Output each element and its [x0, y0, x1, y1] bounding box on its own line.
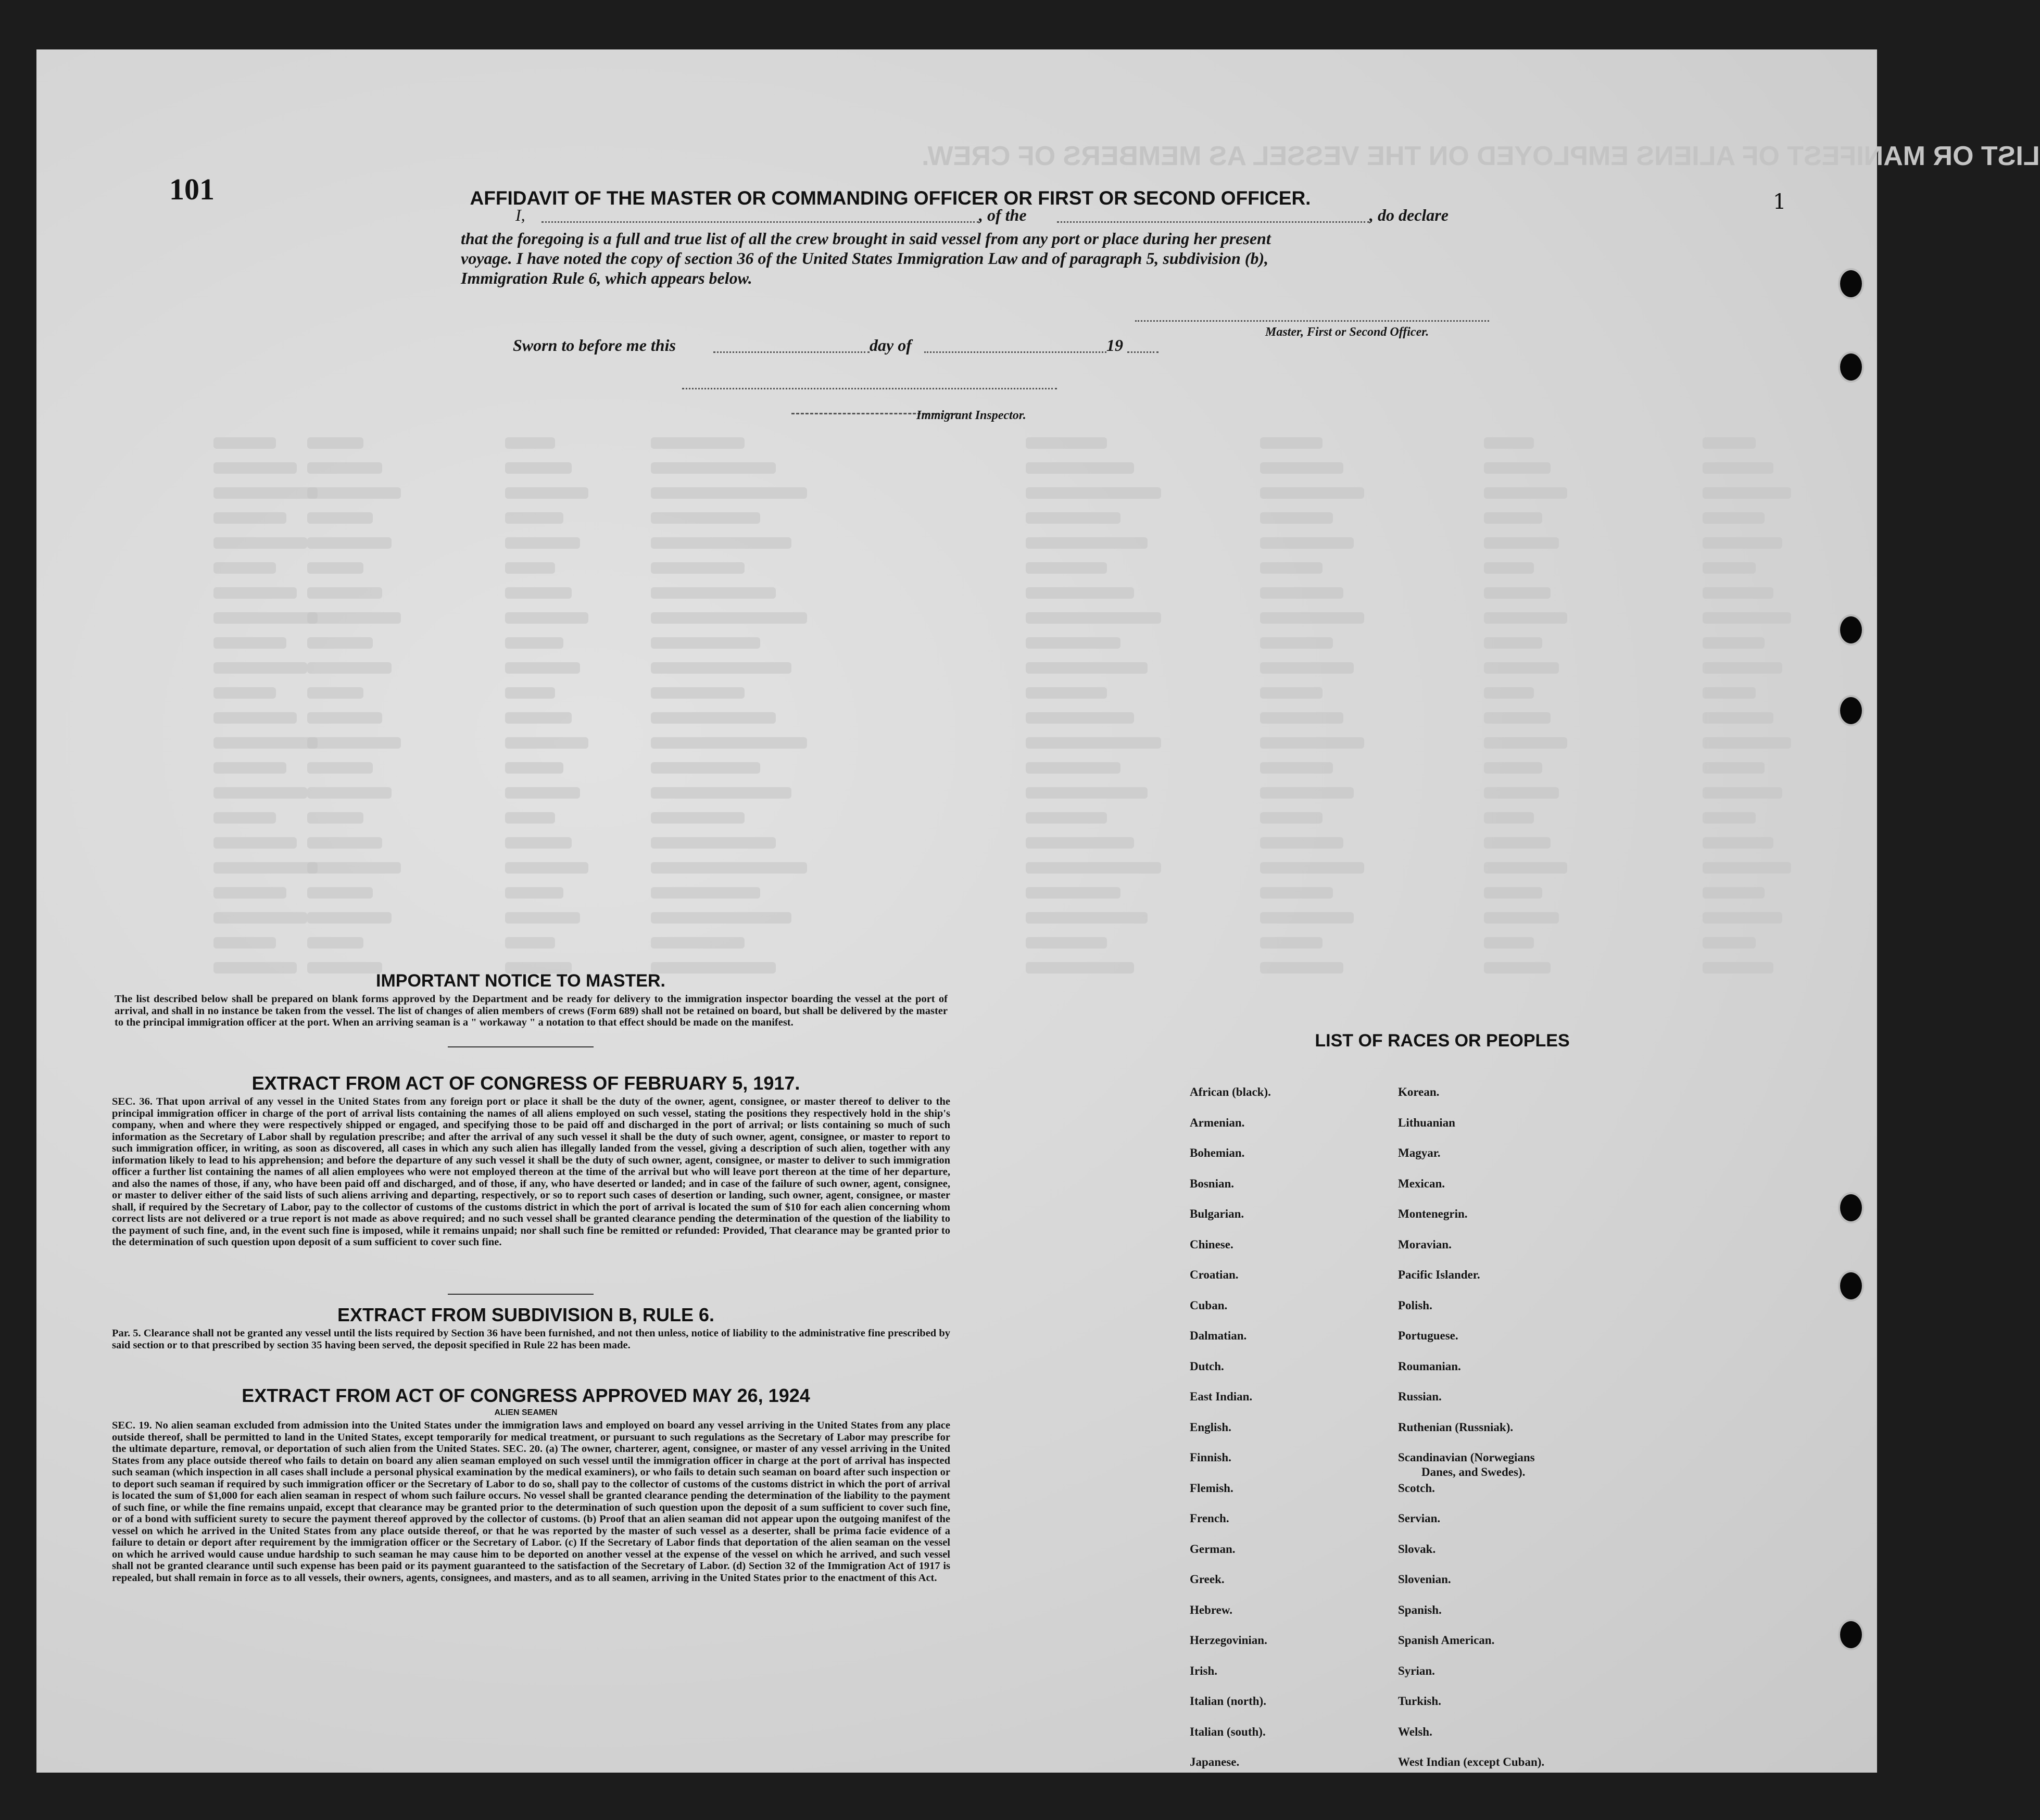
- show-through-mark: [1260, 512, 1333, 524]
- show-through-mark: [505, 712, 572, 724]
- show-through-mark: [505, 512, 563, 524]
- show-through-mark: [307, 487, 401, 499]
- race-item: East Indian.: [1190, 1390, 1253, 1403]
- inspector-label: Immigrant Inspector.: [916, 409, 1026, 422]
- show-through-mark: [505, 437, 555, 449]
- show-through-mark: [1260, 837, 1343, 849]
- show-through-mark: [1703, 887, 1765, 899]
- extract-1924-body: SEC. 19. No alien seaman excluded from admission into the United States under the immigration laws and employed on board any vessel arriving in the United States from any place outside thereof, shall be permitted to land in the United States, except temporarily for medical treatment, or pursuant to such regulations as the Secretary of Labor may prescribe for the ultimate departure, removal, or deportation of such alien from the United States. SEC. 20. (a) The owner, charterer, agent, consignee, or master of any vessel arriving in the United States from any place outside thereof who fails to detain on board any alien seaman employed on such vessel until the immigration officer in charge at the port of arrival has inspected such seaman (which inspection in all cases shall include a personal physical examination by the medical examiners), or who fails to detain such seaman on board after such inspection or to deport such seaman if required by such immigration officer or the Secretary of Labor to do so, shall pay to the collector of customs of the customs district in which the port of arrival is located the sum of $1,000 for each alien seaman in respect of whom such failure occurs. No vessel shall be granted clearance pending the determination of the liability to the payment of such fine, or while the fine remains unpaid, except that clearance may be granted prior to the determination of such question upon the deposit of a sum sufficient to cover such fine, or of a bond with sufficient surety to secure the payment thereof approved by the collector of customs. (b) Proof that an alien seaman did not appear upon the outgoing manifest of the vessel on which he arrived in the United States from any place outside thereof, or that he was reported by the master of such vessel as a deserter, shall be prima facie evidence of a failure to detain or deport after requirement by the immigration officer or the Secretary of Labor. (c) If the Secretary of Labor finds that deportation of the alien seaman on the vessel on which he arrived would cause undue hardship to such seaman he may cause him to be deported on another vessel at the expense of the vessel on which he arrived, and such vessel shall not be granted clearance until such expense has been paid or its payment guaranteed to the satisfaction of the Secretary of Labor. (d) Section 32 of the Immigration Act of 1917 is repealed, but shall remain in force as to all vessels, their owners, agents, consignees, and masters, and as to all seamen, arriving in the United States prior to the enactment of this Act.: [112, 1420, 950, 1584]
- race-item: Bohemian.: [1190, 1146, 1245, 1159]
- race-item: Lithuanian: [1398, 1116, 1455, 1129]
- show-through-mark: [213, 862, 318, 874]
- show-through-mark: [1703, 937, 1756, 949]
- show-through-mark: [1703, 912, 1782, 924]
- show-through-mark: [307, 712, 382, 724]
- show-through-mark: [1260, 687, 1323, 699]
- show-through-mark: [213, 462, 297, 474]
- race-item: Scandinavian (Norwegians: [1398, 1451, 1535, 1464]
- binder-hole: [1838, 695, 1864, 726]
- show-through-mark: [1026, 887, 1120, 899]
- show-through-mark: [1026, 937, 1107, 949]
- show-through-mark: [1484, 587, 1551, 599]
- race-item: Italian (south).: [1190, 1725, 1266, 1738]
- race-item: Montenegrin.: [1398, 1207, 1468, 1220]
- extract-1924-title: EXTRACT FROM ACT OF CONGRESS APPROVED MAY 26, 1924: [242, 1385, 810, 1406]
- sworn-text: Sworn to before me this: [513, 336, 676, 355]
- show-through-mark: [651, 537, 791, 549]
- show-through-mark: [213, 687, 276, 699]
- inspector-signature-line: [682, 388, 1057, 389]
- show-through-mark: [651, 937, 745, 949]
- show-through-mark: [213, 612, 318, 624]
- show-through-mark: [1484, 462, 1551, 474]
- show-through-mark: [1484, 537, 1559, 549]
- show-through-mark: [651, 662, 791, 674]
- race-item: Spanish American.: [1398, 1634, 1495, 1647]
- show-through-mark: [505, 637, 563, 649]
- show-through-mark: [505, 662, 580, 674]
- show-through-mark: [505, 812, 555, 824]
- show-through-mark: [1484, 562, 1534, 574]
- show-through-mark: [213, 887, 286, 899]
- race-item: Greek.: [1190, 1573, 1225, 1586]
- show-through-mark: [505, 787, 580, 799]
- show-through-mark: [307, 912, 392, 924]
- show-through-mark: [1260, 712, 1343, 724]
- show-through-mark: [1026, 487, 1161, 499]
- show-through-mark: [213, 562, 276, 574]
- show-through-mark: [1703, 787, 1782, 799]
- show-through-mark: [213, 587, 297, 599]
- extract-1917-body: SEC. 36. That upon arrival of any vessel in the United States from any foreign port or place it shall be the duty of the owner, agent, consignee, or master thereof to deliver to the principal immigration officer in charge of the port of arrival lists containing the names of all aliens employed on such vessel, stating the positions they respectively hold in the ship's company, when and where they were respectively shipped or engaged, and specifying those to be paid off and discharged in the port of arrival; or lists containing so much of such information as the Secretary of Labor shall by regulation prescribe; and after the arrival of any such vessel it shall be the duty of such owner, agent, consignee, or master to report to such immigration officer, in writing, as soon as discovered, all cases in which any such alien has illegally landed from the vessel, giving a description of such alien, together with any information likely to lead to his apprehension; and before the departure of any such vessel it shall be the duty of such owner, agent, consignee, or master to deliver to such immigration officer a further list containing the names of all alien employees who were not employed thereon at the time of the arrival but who will leave port thereon at the time of her departure, and also the names of those, if any, who have been paid off and discharged, and of those, if any, who have deserted or landed; and in case of the failure of such owner, agent, consignee, or master to deliver either of the said lists of such aliens arriving and departing, respectively, or so to report such cases of desertion or landing, such owner, agent, consignee, or master shall, if required by the Secretary of Labor, pay to the collector of customs of the customs district in which the port of arrival is located the sum of $10 for each alien concerning whom correct lists are not delivered or a true report is not made as above required; and no such vessel shall be granted clearance pending the determination of the question of the liability to the payment of such fine, and, in the event such fine is imposed, while it remains unpaid; nor shall such fine be remitted or refunded: Provided, That clearance may be granted prior to the determination of such question upon deposit of a sum sufficient to cover such fine.: [112, 1096, 950, 1248]
- race-item: African (black).: [1190, 1085, 1271, 1098]
- day-of-text: day of: [870, 336, 912, 355]
- race-item: Russian.: [1398, 1390, 1442, 1403]
- race-item: Bosnian.: [1190, 1177, 1235, 1190]
- extract-1924-subtitle: ALIEN SEAMEN: [494, 1408, 558, 1417]
- show-through-mark: [505, 837, 572, 849]
- binder-hole: [1838, 268, 1864, 299]
- race-item: Spanish.: [1398, 1603, 1442, 1616]
- show-through-mark: [1026, 587, 1134, 599]
- affidavit-line-2: voyage. I have noted the copy of section 36 of the United States Immigration Law and of paragraph 5, subdivision (b),: [461, 249, 1269, 268]
- important-notice-title: IMPORTANT NOTICE TO MASTER.: [376, 971, 665, 991]
- show-through-mark: [1260, 862, 1364, 874]
- extract-1917-title: EXTRACT FROM ACT OF CONGRESS OF FEBRUARY 5, 1917.: [251, 1072, 800, 1094]
- show-through-mark: [1026, 912, 1148, 924]
- show-through-mark: [651, 812, 745, 824]
- show-through-mark: [1703, 612, 1791, 624]
- race-item: Flemish.: [1190, 1481, 1233, 1495]
- show-through-mark: [1026, 562, 1107, 574]
- race-item: Slovak.: [1398, 1542, 1436, 1556]
- show-through-mark: [1260, 962, 1343, 974]
- binder-hole: [1838, 1270, 1864, 1301]
- race-item: Armenian.: [1190, 1116, 1245, 1129]
- race-item: Scotch.: [1398, 1481, 1435, 1495]
- show-through-mark: [1026, 662, 1148, 674]
- show-through-mark: [1703, 662, 1782, 674]
- show-through-mark: [307, 462, 382, 474]
- show-through-mark: [307, 762, 373, 774]
- show-through-mark: [1484, 962, 1551, 974]
- sworn-month-line: [924, 351, 1106, 353]
- show-through-mark: [1260, 737, 1364, 749]
- show-through-mark: [1260, 587, 1343, 599]
- extract-rule6-body: Par. 5. Clearance shall not be granted any vessel until the lists required by Section 36 have been furnished, and not then unless, notice of liability to the administrative fine prescribed by said section or to that prescribed by section 35 having been served, the deposit specified in Rule 22 has been made.: [112, 1328, 950, 1351]
- race-item: Syrian.: [1398, 1664, 1435, 1677]
- race-item: Mexican.: [1398, 1177, 1445, 1190]
- race-item: Slovenian.: [1398, 1573, 1451, 1586]
- show-through-mark: [1260, 437, 1323, 449]
- show-through-mark: [213, 762, 286, 774]
- show-through-mark: [651, 512, 760, 524]
- show-through-mark: [307, 437, 363, 449]
- show-through-mark: [213, 787, 307, 799]
- race-item: Danes, and Swedes).: [1421, 1465, 1526, 1478]
- show-through-mark: [1484, 612, 1567, 624]
- race-item: Dutch.: [1190, 1359, 1224, 1373]
- race-item: Irish.: [1190, 1664, 1218, 1677]
- race-item: Hebrew.: [1190, 1603, 1232, 1616]
- show-through-mark: [505, 862, 588, 874]
- show-through-mark: [1703, 512, 1765, 524]
- show-through-mark: [1703, 962, 1773, 974]
- race-item: Korean.: [1398, 1085, 1440, 1098]
- show-through-mark: [651, 487, 807, 499]
- page-number: 101: [169, 172, 215, 206]
- vessel-blank-line: [1057, 221, 1369, 223]
- show-through-mark: [1484, 687, 1534, 699]
- year-prefix: 19: [1106, 336, 1123, 355]
- show-through-mark: [307, 862, 401, 874]
- show-through-mark: [1484, 637, 1542, 649]
- show-through-mark: [213, 637, 286, 649]
- race-item: Chinese.: [1190, 1237, 1233, 1251]
- binder-hole: [1838, 351, 1864, 383]
- show-through-mark: [213, 937, 276, 949]
- affidavit-line-3: Immigration Rule 6, which appears below.: [461, 269, 752, 287]
- show-through-mark: [1484, 787, 1559, 799]
- show-through-mark: [1703, 437, 1756, 449]
- show-through-mark: [1703, 587, 1773, 599]
- show-through-mark: [1703, 462, 1773, 474]
- show-through-mark: [307, 812, 363, 824]
- show-through-mark: [1026, 762, 1120, 774]
- show-through-mark: [1484, 837, 1551, 849]
- affidavit-title: AFFIDAVIT OF THE MASTER OR COMMANDING OFFICER OR FIRST OR SECOND OFFICER.: [470, 187, 1311, 209]
- show-through-mark: [1260, 637, 1333, 649]
- binder-hole: [1838, 614, 1864, 646]
- show-through-mark: [1260, 487, 1364, 499]
- show-through-mark: [1484, 437, 1534, 449]
- show-through-mark: [1703, 862, 1791, 874]
- race-item: Moravian.: [1398, 1237, 1452, 1251]
- show-through-mark: [1484, 762, 1542, 774]
- show-through-mark: [1260, 462, 1343, 474]
- show-through-mark: [651, 912, 791, 924]
- show-through-mark: [307, 737, 401, 749]
- binder-hole: [1838, 1192, 1864, 1223]
- race-item: Herzegovinian.: [1190, 1634, 1267, 1647]
- affidavit-of-the: , of the: [979, 206, 1027, 224]
- show-through-mark: [505, 612, 588, 624]
- show-through-mark: [1026, 812, 1107, 824]
- show-through-mark: [1026, 962, 1134, 974]
- master-signature-label: Master, First or Second Officer.: [1265, 325, 1429, 339]
- show-through-mark: [651, 462, 776, 474]
- show-through-mark: [1484, 912, 1559, 924]
- show-through-mark: [505, 487, 588, 499]
- show-through-mark: [307, 937, 363, 949]
- show-through-mark: [1260, 887, 1333, 899]
- show-through-mark: [1026, 462, 1134, 474]
- divider-1: [448, 1046, 594, 1047]
- show-through-mark: [505, 687, 555, 699]
- show-through-mark: [1703, 762, 1765, 774]
- race-item: Bulgarian.: [1190, 1207, 1244, 1220]
- show-through-mark: [1260, 937, 1323, 949]
- show-through-mark: [1484, 662, 1559, 674]
- show-through-mark: [1026, 537, 1148, 549]
- show-through-mark: [1026, 637, 1120, 649]
- show-through-mark: [1260, 662, 1354, 674]
- show-through-mark: [1026, 737, 1161, 749]
- race-item: French.: [1190, 1512, 1229, 1525]
- document-sheet: [36, 49, 2040, 1773]
- race-item: Roumanian.: [1398, 1359, 1461, 1373]
- race-item: Finnish.: [1190, 1451, 1231, 1464]
- show-through-mark: [307, 687, 363, 699]
- show-through-mark: [1703, 712, 1773, 724]
- show-through-mark: [651, 737, 807, 749]
- show-through-mark: [1260, 612, 1364, 624]
- race-item: Dalmatian.: [1190, 1329, 1247, 1342]
- show-through-mark: [1026, 512, 1120, 524]
- show-through-mark: [651, 687, 745, 699]
- show-through-mark: [1703, 537, 1782, 549]
- race-item: English.: [1190, 1420, 1231, 1434]
- show-through-mark: [651, 712, 776, 724]
- show-through-mark: [1703, 812, 1756, 824]
- show-through-mark: [213, 537, 307, 549]
- show-through-mark: [307, 612, 401, 624]
- show-through-mark: [651, 437, 745, 449]
- corner-mark: 1: [1773, 190, 1786, 214]
- show-through-mark: [213, 487, 318, 499]
- show-through-mark: [1703, 487, 1791, 499]
- show-through-mark: [505, 887, 563, 899]
- race-item: Polish.: [1398, 1298, 1432, 1312]
- show-through-mark: [307, 637, 373, 649]
- show-through-mark: [1703, 687, 1756, 699]
- show-through-mark: [307, 887, 373, 899]
- show-through-mark: [1260, 762, 1333, 774]
- show-through-mark: [213, 812, 276, 824]
- show-through-mark: [651, 612, 807, 624]
- show-through-mark: [505, 737, 588, 749]
- show-through-mark: [307, 537, 392, 549]
- show-through-title: LIST OR MANIFEST OF ALIENS EMPLOYED ON THE VESSEL AS MEMBERS OF CREW.: [922, 141, 2040, 171]
- race-item: West Indian (except Cuban).: [1398, 1755, 1545, 1768]
- show-through-mark: [651, 837, 776, 849]
- race-item: Cuban.: [1190, 1298, 1228, 1312]
- show-through-mark: [213, 912, 307, 924]
- show-through-mark: [505, 562, 555, 574]
- show-through-mark: [213, 662, 307, 674]
- show-through-mark: [307, 512, 373, 524]
- show-through-mark: [505, 762, 563, 774]
- show-through-mark: [651, 887, 760, 899]
- show-through-mark: [1703, 837, 1773, 849]
- show-through-mark: [1260, 562, 1323, 574]
- master-signature-line: [1135, 320, 1489, 322]
- show-through-mark: [1026, 687, 1107, 699]
- race-item: Croatian.: [1190, 1268, 1239, 1281]
- race-item: Portuguese.: [1398, 1329, 1458, 1342]
- divider-2: [448, 1294, 594, 1295]
- extract-rule6-title: EXTRACT FROM SUBDIVISION B, RULE 6.: [337, 1304, 715, 1325]
- race-item: German.: [1190, 1542, 1236, 1556]
- show-through-mark: [1484, 862, 1567, 874]
- races-title: LIST OF RACES OR PEOPLES: [1315, 1031, 1570, 1051]
- show-through-mark: [1484, 812, 1534, 824]
- show-through-mark: [1026, 787, 1148, 799]
- show-through-mark: [307, 662, 392, 674]
- race-item: Magyar.: [1398, 1146, 1441, 1159]
- show-through-mark: [1484, 487, 1567, 499]
- race-item: Japanese.: [1190, 1755, 1240, 1768]
- sworn-day-line: [713, 351, 870, 353]
- show-through-mark: [1484, 937, 1534, 949]
- show-through-mark: [307, 562, 363, 574]
- show-through-mark: [213, 712, 297, 724]
- show-through-mark: [213, 737, 318, 749]
- binder-hole: [1838, 1619, 1864, 1650]
- show-through-mark: [1260, 537, 1354, 549]
- show-through-mark: [505, 937, 555, 949]
- show-through-mark: [1260, 787, 1354, 799]
- show-through-mark: [1260, 912, 1354, 924]
- show-through-mark: [1484, 887, 1542, 899]
- show-through-mark: [1026, 712, 1134, 724]
- show-through-mark: [651, 637, 760, 649]
- show-through-mark: [213, 837, 297, 849]
- race-item: Ruthenian (Russniak).: [1398, 1420, 1514, 1434]
- show-through-mark: [1484, 512, 1542, 524]
- race-item: Servian.: [1398, 1512, 1441, 1525]
- show-through-mark: [1703, 737, 1791, 749]
- show-through-mark: [651, 587, 776, 599]
- affidavit-i: I,: [515, 206, 525, 224]
- show-through-mark: [505, 537, 580, 549]
- important-notice-body: The list described below shall be prepared on blank forms approved by the Department and be ready for delivery to the immigration inspector boarding the vessel at the port of arrival, and shall in no instance be taken from the vessel. The list of changes of alien members of crews (Form 689) shall not be retained on board, but shall be delivered by the master to the principal immigration officer at the port. When an arriving seaman is a " workaway " a notation to that effect should be made on the manifest.: [115, 993, 948, 1028]
- sworn-year-line: [1127, 351, 1158, 353]
- show-through-mark: [651, 862, 807, 874]
- show-through-mark: [213, 437, 276, 449]
- show-through-mark: [1260, 812, 1323, 824]
- show-through-mark: [505, 462, 572, 474]
- show-through-mark: [1703, 562, 1756, 574]
- show-through-mark: [651, 562, 745, 574]
- affidavit-line-1: that the foregoing is a full and true list of all the crew brought in said vessel from any port or place during her present: [461, 229, 1271, 248]
- name-blank-line: [542, 221, 979, 223]
- show-through-mark: [1026, 612, 1161, 624]
- race-item: Turkish.: [1398, 1695, 1441, 1708]
- show-through-mark: [307, 837, 382, 849]
- show-through-mark: [505, 587, 572, 599]
- show-through-mark: [1026, 837, 1134, 849]
- show-through-mark: [1026, 862, 1161, 874]
- affidavit-do-declare: , do declare: [1369, 206, 1449, 224]
- show-through-mark: [307, 587, 382, 599]
- show-through-mark: [1484, 737, 1567, 749]
- show-through-mark: [505, 912, 580, 924]
- show-through-mark: [651, 787, 791, 799]
- show-through-mark: [651, 762, 760, 774]
- show-through-mark: [1026, 437, 1107, 449]
- race-item: Italian (north).: [1190, 1695, 1266, 1708]
- race-item: Pacific Islander.: [1398, 1268, 1480, 1281]
- show-through-mark: [1703, 637, 1765, 649]
- show-through-mark: [213, 512, 286, 524]
- race-item: Welsh.: [1398, 1725, 1432, 1738]
- show-through-mark: [1484, 712, 1551, 724]
- show-through-mark: [307, 787, 392, 799]
